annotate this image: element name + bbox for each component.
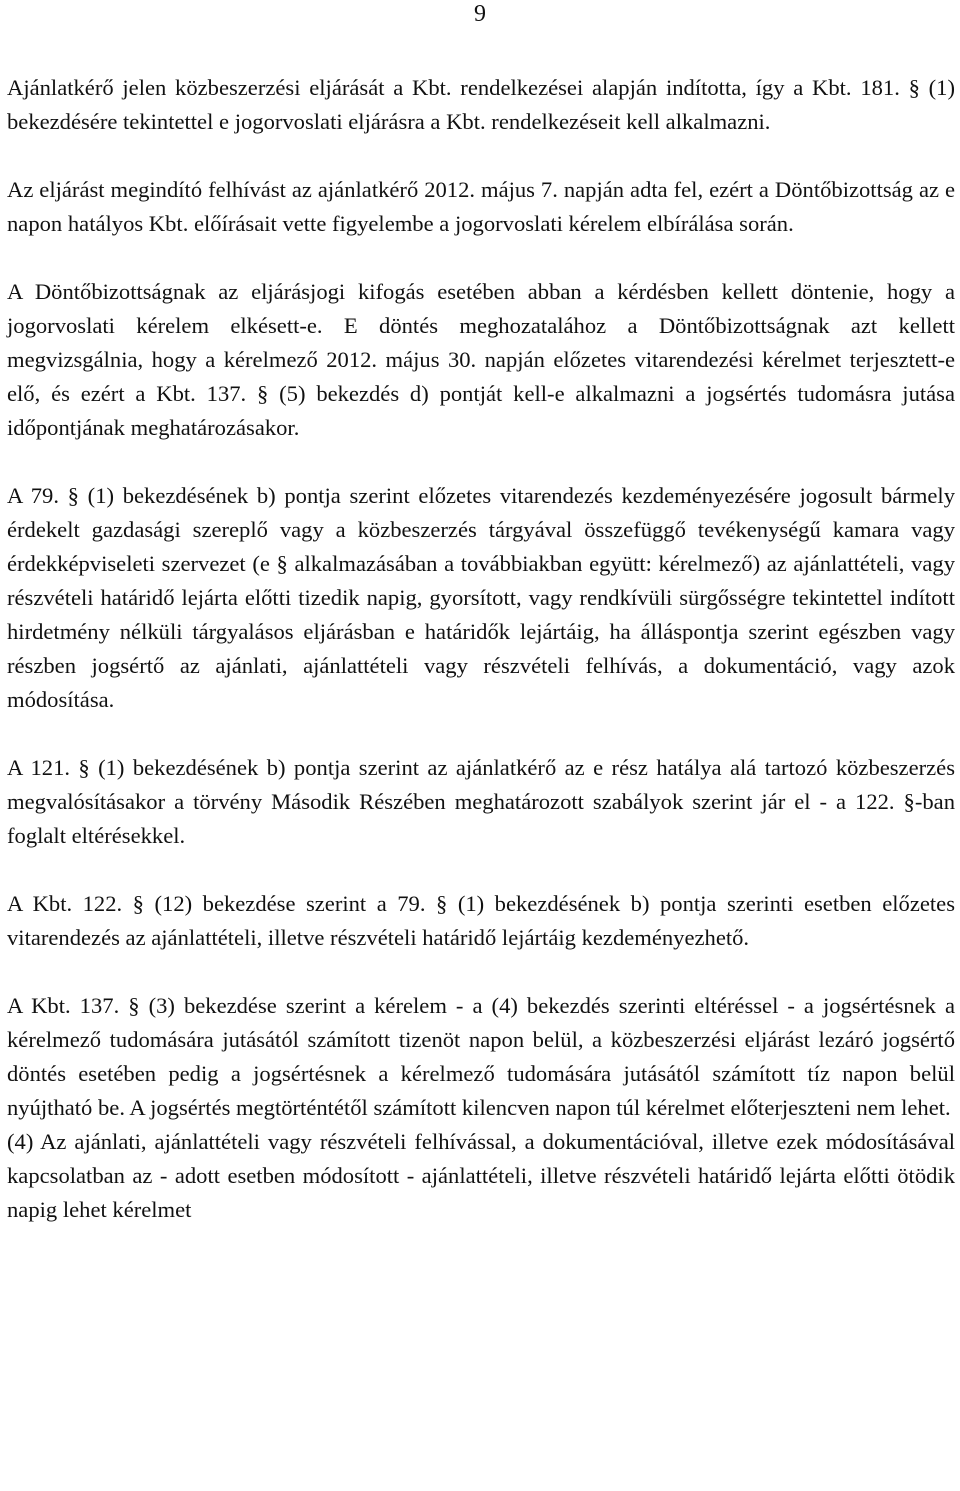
document-body — [7, 71, 955, 1227]
paragraph-applicable-law: Ajánlatkérő jelen közbeszerzési eljárását a Kbt. rendelkezései alapján indította, így a Kbt. 181. § (1) bekezdésére tekintettel e jogorvoslati eljárásra a Kbt. rendelkezéseit kell alkalmazni. — [7, 75, 955, 134]
paragraph-section-79: A 79. § (1) bekezdésének b) pontja szerint előzetes vitarendezés kezdeményezésére jogosult bármely érdekelt gazdasági szereplő vagy a közbeszerzés tárgyával összefüggő tevékenységű kamara vagy érdekképviseleti szervezet (e § alkalmazásában a továbbiakban együtt: kérelmező) az ajánlattételi, vagy részvételi határidő lejárta előtti tizedik napig, gyorsított, vagy rendkívüli sürgősségre tekintettel indított hirdetmény nélküli tárgyalásos eljárásban e határidők lejártáig, ha álláspontja szerint egészben vagy részben jogsértő az ajánlati, ajánlattételi vagy részvételi felhívás, a dokumentáció, vagy azok módosítása. — [7, 483, 955, 712]
paragraph-board-question: A Döntőbizottságnak az eljárásjogi kifogás esetében abban a kérdésben kellett döntenie, hogy a jogorvoslati kérelem elkésett-e. E döntés meghozatalához a Döntőbizottságnak azt kellett megvizsgálnia, hogy a kérelmező 2012. május 30. napján előzetes vitarendezési kérelmet terjesztett-e elő, és ezért a Kbt. 137. § (5) bekezdés d) pontját kell-e alkalmazni a jogsértés tudomásra jutása időpontjának meghatározásakor. — [7, 279, 955, 440]
paragraph-section-137-3: A Kbt. 137. § (3) bekezdése szerint a kérelem - a (4) bekezdés szerinti eltéréssel - a jogsértésnek a kérelmező tudomására jutásától számított tizenöt napon belül, a közbeszerzési eljárást lezáró jogsértő döntés esetében pedig a jogsértésnek a kérelmező tudomására jutásától számított tíz napon belül nyújtható be. A jogsértés megtörténtétől számított kilencven napon túl kérelmet előterjeszteni nem lehet. — [7, 993, 955, 1120]
paragraph-section-137-4: (4) Az ajánlati, ajánlattételi vagy részvételi felhívással, a dokumentációval, illetve ezek módosításával kapcsolatban az - adott esetben módosított - ajánlattételi, illetve részvételi határidő lejárta előtti ötödik napig lehet kérelmet — [7, 1129, 955, 1222]
paragraph-section-121: A 121. § (1) bekezdésének b) pontja szerint az ajánlatkérő az e rész hatálya alá tartozó közbeszerzés megvalósításakor a törvény Második Részében meghatározott szabályok szerint jár el - a 122. §-ban foglalt eltérésekkel. — [7, 755, 955, 848]
paragraph-section-122: A Kbt. 122. § (12) bekezdése szerint a 79. § (1) bekezdésének b) pontja szerinti esetben előzetes vitarendezés az ajánlattételi, illetve részvételi határidő lejártáig kezdeményezhető. — [7, 891, 955, 950]
paragraph-procedure-start: Az eljárást megindító felhívást az ajánlatkérő 2012. május 7. napján adta fel, ezért a Döntőbizottság az e napon hatályos Kbt. előírásait vette figyelembe a jogorvoslati kérelem elbírálása során. — [7, 177, 955, 236]
page-number: 9 — [474, 1, 486, 27]
